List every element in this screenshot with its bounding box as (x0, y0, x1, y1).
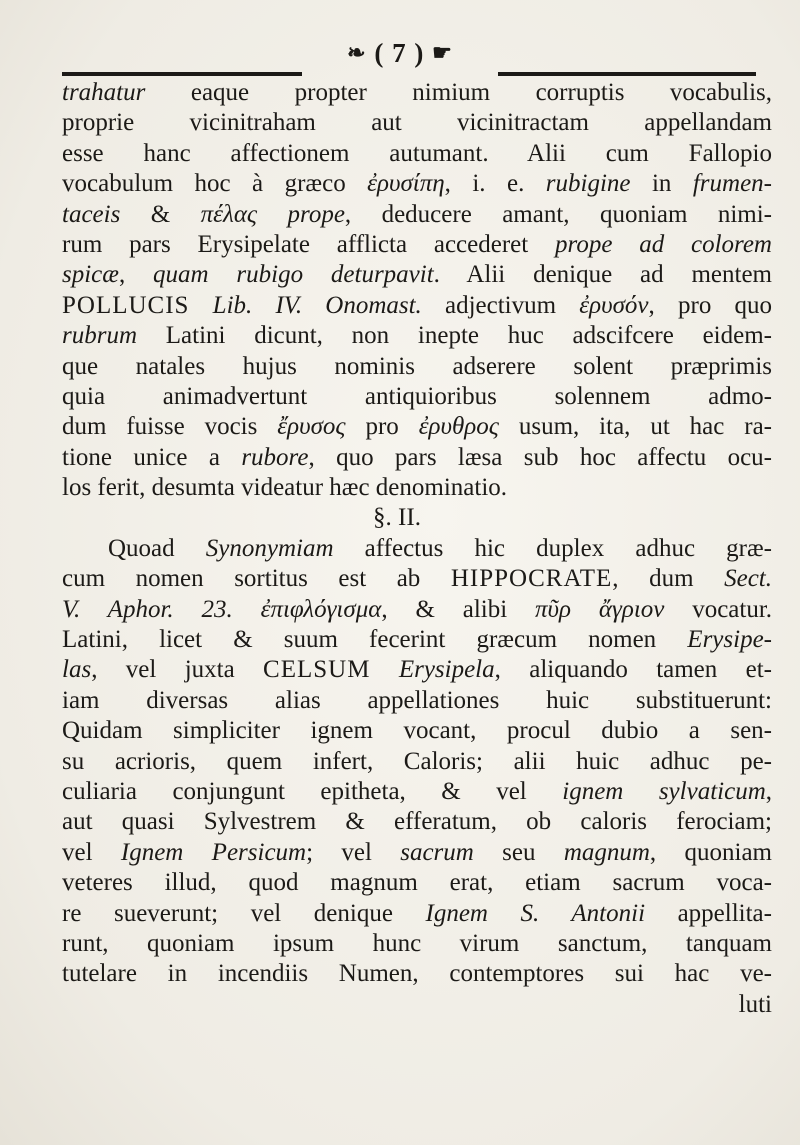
text-line (62, 625, 772, 655)
author-name: HIPPOCRATE (450, 565, 613, 593)
text-line (62, 929, 772, 959)
text-run: , quo pars læsa sub hoc affectu ocu- (308, 443, 772, 471)
greek-word: ἐρυσίπη (367, 170, 445, 198)
text-line (62, 716, 772, 746)
catchword (62, 990, 772, 1020)
main-text (62, 78, 772, 1020)
text-run: sacrum (400, 838, 474, 866)
text-run: , & alibi (381, 595, 536, 623)
citation: Sect. (724, 565, 772, 593)
text-run: dum fuisse vocis (62, 413, 278, 441)
text-run: , deducere amant, quoniam nimi- (344, 200, 773, 228)
text-run: veteres illud, quod magnum erat, etiam sacrum voca- (62, 869, 772, 897)
text-line (62, 139, 772, 169)
text-run: Synonymiam (205, 534, 334, 562)
text-run: tione unice a (62, 443, 242, 471)
text-run: ignem sylvaticum (562, 777, 766, 805)
text-run: proprie vicinitraham aut vicinitractam appellandam (62, 109, 772, 137)
text-run: Ignem Persicum (120, 838, 307, 866)
section-heading (62, 503, 772, 533)
page-number-text: ( 7 ) (374, 38, 425, 68)
text-run: rubigine (545, 170, 631, 198)
text-run: tutelare in incendiis Numen, contemptores sui hac ve- (62, 960, 772, 988)
text-run: rubore (241, 443, 309, 471)
text-line (62, 868, 772, 898)
text-line (62, 169, 772, 199)
author-name: CELSUM (263, 656, 371, 684)
text-line (62, 777, 772, 807)
text-run: culiaria conjungunt epitheta, & vel (62, 777, 563, 805)
citation: V. Aphor. (62, 595, 174, 623)
text-run: las (62, 656, 92, 684)
text-line (62, 534, 772, 564)
text-run: , (765, 777, 772, 805)
text-run (257, 201, 287, 228)
text-line (62, 959, 772, 989)
text-line (62, 655, 772, 685)
page-number (300, 38, 500, 69)
text-run: frumen- (692, 170, 772, 198)
text-run: iam diversas alias appellationes huic substituerunt: (62, 686, 772, 714)
text-run: vocatur. (664, 595, 773, 623)
text-run: , quoniam (649, 838, 772, 866)
text-run (370, 656, 398, 683)
text-run: taceis (62, 200, 121, 228)
text-run: pro (345, 413, 419, 441)
text-run: vocabulum hoc à græco (62, 170, 368, 198)
text-line (62, 443, 772, 473)
text-run: aut quasi Sylvestrem & efferatum, ob caloris ferociam; (62, 808, 772, 836)
text-run: re sueverunt; vel denique (62, 899, 426, 927)
text-run: Erysipela (398, 656, 495, 684)
greek-word: ἔρυσος (277, 413, 346, 441)
text-line (62, 108, 772, 138)
text-run: trahatur (62, 79, 146, 106)
text-run: & (120, 200, 201, 228)
page-header (0, 38, 800, 78)
text-run: spicæ (62, 261, 119, 289)
text-run: rubrum (62, 322, 138, 350)
text-line (62, 230, 772, 260)
text-line (62, 321, 772, 351)
text-run: prope ad colorem (555, 230, 772, 258)
text-run: prope (287, 200, 345, 228)
text-run: , i. e. (444, 170, 546, 198)
text-run: Latini, licet & suum fecerint græcum nomen (62, 626, 688, 654)
text-run: Quoad (108, 534, 206, 562)
text-line (62, 382, 772, 412)
text-line (62, 78, 772, 108)
text-line (62, 838, 772, 868)
text-run: Quidam simpliciter ignem vocant, procul dubio a sen- (62, 717, 772, 745)
text-run: adjectivum (421, 291, 580, 319)
text-run: eaque propter nimium corruptis vocabulis, (145, 79, 772, 106)
text-run (189, 292, 212, 319)
greek-word: πέλας (200, 200, 258, 228)
pointing-hand-icon: ☛ (432, 40, 453, 65)
text-run: , pro quo (648, 291, 773, 319)
text-run: los ferit, desumta videatur hæc denominatio. (62, 474, 508, 502)
text-run: usum, ita, ut hac ra- (498, 413, 773, 441)
text-line (62, 747, 772, 777)
text-run: rum pars Erysipelate afflicta accederet (62, 230, 556, 258)
citation: Lib. IV. Onomast. (212, 291, 422, 319)
text-run: , vel juxta (91, 656, 264, 684)
text-line (62, 291, 772, 321)
section-number: §. II. (373, 504, 421, 532)
text-run: Erysipe- (687, 626, 772, 654)
greek-word: ἐπιφλόγισμα (260, 595, 382, 623)
fleuron-left-icon: ❧ (347, 40, 367, 65)
text-run: in (630, 170, 693, 198)
greek-word: ἐρυθρος (418, 413, 499, 441)
text-run: cum nomen sortitus est ab (62, 565, 451, 593)
text-run (174, 596, 202, 623)
text-run: , (118, 261, 154, 289)
text-run: runt, quoniam ipsum hunc virum sanctum, tanquam (62, 929, 772, 957)
text-line (62, 595, 772, 625)
greek-word: ἐρυσόν (579, 291, 649, 319)
text-run: quam rubigo deturpavit (153, 261, 434, 289)
text-run: magnum (563, 838, 650, 866)
text-run: , dum (612, 565, 725, 593)
text-run: appellita- (645, 899, 772, 927)
text-line (62, 260, 772, 290)
header-rule-right (498, 72, 756, 76)
text-run: seu (473, 838, 564, 866)
catchword-text: luti (738, 990, 772, 1018)
citation: 23. (201, 595, 233, 623)
text-run: su acrioris, quem infert, Caloris; alii huic adhuc pe- (62, 747, 772, 775)
text-line (62, 807, 772, 837)
text-run: que natales hujus nominis adserere solent præprimis (62, 352, 772, 380)
text-run: esse hanc affectionem autumant. Alii cum Fallopio (62, 139, 772, 167)
text-line (62, 899, 772, 929)
text-line (62, 564, 772, 594)
header-rule-left (62, 72, 302, 76)
text-run: Ignem S. Antonii (425, 899, 646, 927)
text-run: . Alii denique ad mentem (433, 261, 772, 289)
text-run: ; vel (306, 838, 401, 866)
text-line (62, 686, 772, 716)
text-line (62, 412, 772, 442)
text-run: , aliquando tamen et- (494, 656, 772, 684)
text-run: vel (62, 838, 121, 866)
greek-word: πῦρ ἄγριον (535, 595, 665, 623)
author-name: POLLUCIS (62, 291, 190, 319)
text-line (62, 200, 772, 230)
text-run: Latini dicunt, non inepte huc adscifcere eidem- (137, 322, 772, 350)
text-run (233, 596, 261, 623)
text-run: affectus hic duplex adhuc græ- (333, 534, 773, 562)
text-line (62, 473, 772, 503)
text-run: quia animadvertunt antiquioribus solennem admo- (62, 382, 772, 410)
text-line (62, 352, 772, 382)
